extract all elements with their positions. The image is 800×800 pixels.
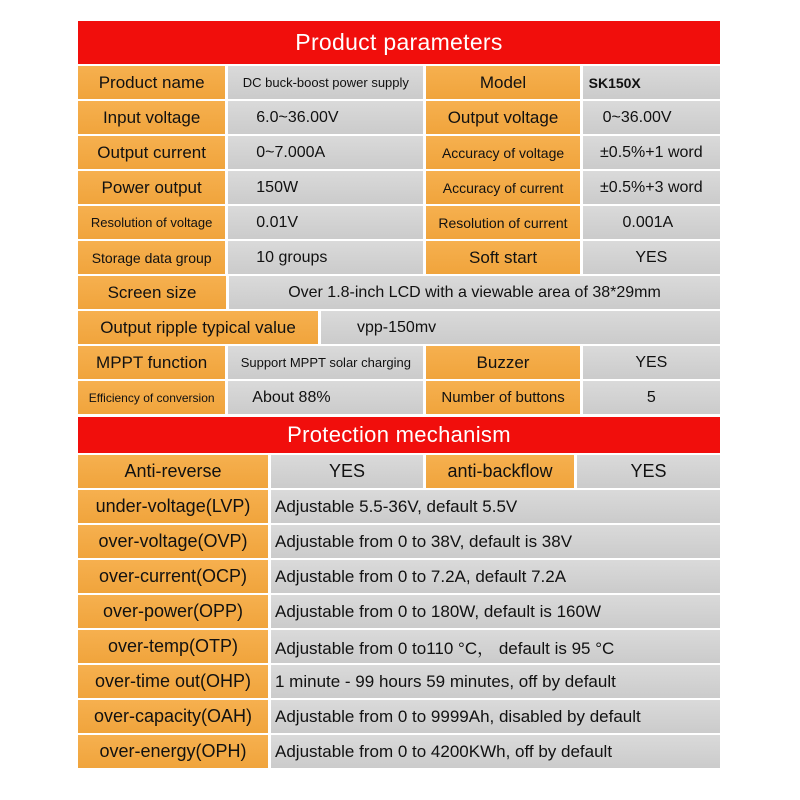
row-anti <box>78 455 720 488</box>
output-voltage-value: 0~36.00V <box>583 101 720 134</box>
product-name-label: Product name <box>78 66 225 99</box>
model-label: Model <box>426 66 579 99</box>
row-product-name <box>78 66 720 99</box>
ripple-label: Output ripple typical value <box>78 311 318 344</box>
protection-value: Adjustable from 0 to 38V, default is 38V <box>271 525 720 558</box>
row-screen-size <box>78 276 720 309</box>
protection-value: Adjustable from 0 to 180W, default is 160W <box>271 595 720 628</box>
anti-backflow-label: anti-backflow <box>426 455 574 488</box>
efficiency-label: Efficiency of conversion <box>78 381 225 414</box>
buzzer-value: YES <box>583 346 720 379</box>
screen-size-label: Screen size <box>78 276 226 309</box>
input-voltage-value: 6.0~36.00V <box>228 101 423 134</box>
buttons-value: 5 <box>583 381 720 414</box>
protection-row <box>78 560 720 593</box>
resolution-voltage-value: 0.01V <box>228 206 423 239</box>
row-storage <box>78 241 720 274</box>
product-name-value: DC buck-boost power supply <box>228 66 423 99</box>
buttons-label: Number of buttons <box>426 381 579 414</box>
protection-value: Adjustable from 0 to 7.2A, default 7.2A <box>271 560 720 593</box>
protection-label: over-current(OCP) <box>78 560 268 593</box>
protection-label: over-voltage(OVP) <box>78 525 268 558</box>
input-voltage-label: Input voltage <box>78 101 225 134</box>
row-voltage <box>78 101 720 134</box>
protection-value: Adjustable 5.5-36V, default 5.5V <box>271 490 720 523</box>
protection-value: Adjustable from 0 to 9999Ah, disabled by default <box>271 700 720 733</box>
mppt-value: Support MPPT solar charging <box>228 346 423 379</box>
protection-row <box>78 490 720 523</box>
power-output-label: Power output <box>78 171 225 204</box>
protection-value: 1 minute - 99 hours 59 minutes, off by default <box>271 665 720 698</box>
protection-row <box>78 735 720 768</box>
anti-backflow-value: YES <box>577 455 720 488</box>
row-power <box>78 171 720 204</box>
protection-row <box>78 700 720 733</box>
resolution-voltage-label: Resolution of voltage <box>78 206 225 239</box>
protection-mechanism-header: Protection mechanism <box>78 417 720 453</box>
row-mppt <box>78 346 720 379</box>
protection-value: Adjustable from 0 to110 °C， default is 95 °C <box>271 630 720 663</box>
spec-sheet <box>78 21 720 768</box>
protection-row <box>78 595 720 628</box>
protection-label: over-energy(OPH) <box>78 735 268 768</box>
model-value: SK150X <box>583 66 720 99</box>
resolution-current-label: Resolution of current <box>426 206 579 239</box>
protection-row <box>78 630 720 663</box>
output-voltage-label: Output voltage <box>426 101 579 134</box>
soft-start-label: Soft start <box>426 241 579 274</box>
row-resolution <box>78 206 720 239</box>
accuracy-voltage-value: ±0.5%+1 word <box>583 136 720 169</box>
buzzer-label: Buzzer <box>426 346 579 379</box>
row-ripple <box>78 311 720 344</box>
protection-label: under-voltage(LVP) <box>78 490 268 523</box>
screen-size-value: Over 1.8-inch LCD with a viewable area of 38*29mm <box>229 276 720 309</box>
accuracy-voltage-label: Accuracy of voltage <box>426 136 579 169</box>
ripple-value: vpp-150mv <box>321 311 720 344</box>
soft-start-value: YES <box>583 241 720 274</box>
protection-row <box>78 525 720 558</box>
protection-row <box>78 665 720 698</box>
protection-label: over-time out(OHP) <box>78 665 268 698</box>
output-current-label: Output current <box>78 136 225 169</box>
row-efficiency <box>78 381 720 414</box>
efficiency-value: About 88% <box>228 381 423 414</box>
resolution-current-value: 0.001A <box>583 206 720 239</box>
product-parameters-header: Product parameters <box>78 21 720 64</box>
row-current <box>78 136 720 169</box>
mppt-label: MPPT function <box>78 346 225 379</box>
protection-label: over-power(OPP) <box>78 595 268 628</box>
protection-value: Adjustable from 0 to 4200KWh, off by default <box>271 735 720 768</box>
protection-label: over-temp(OTP) <box>78 630 268 663</box>
anti-reverse-value: YES <box>271 455 423 488</box>
storage-group-value: 10 groups <box>228 241 423 274</box>
power-output-value: 150W <box>228 171 423 204</box>
storage-group-label: Storage data group <box>78 241 225 274</box>
protection-label: over-capacity(OAH) <box>78 700 268 733</box>
output-current-value: 0~7.000A <box>228 136 423 169</box>
accuracy-current-label: Accuracy of current <box>426 171 579 204</box>
anti-reverse-label: Anti-reverse <box>78 455 268 488</box>
accuracy-current-value: ±0.5%+3 word <box>583 171 720 204</box>
